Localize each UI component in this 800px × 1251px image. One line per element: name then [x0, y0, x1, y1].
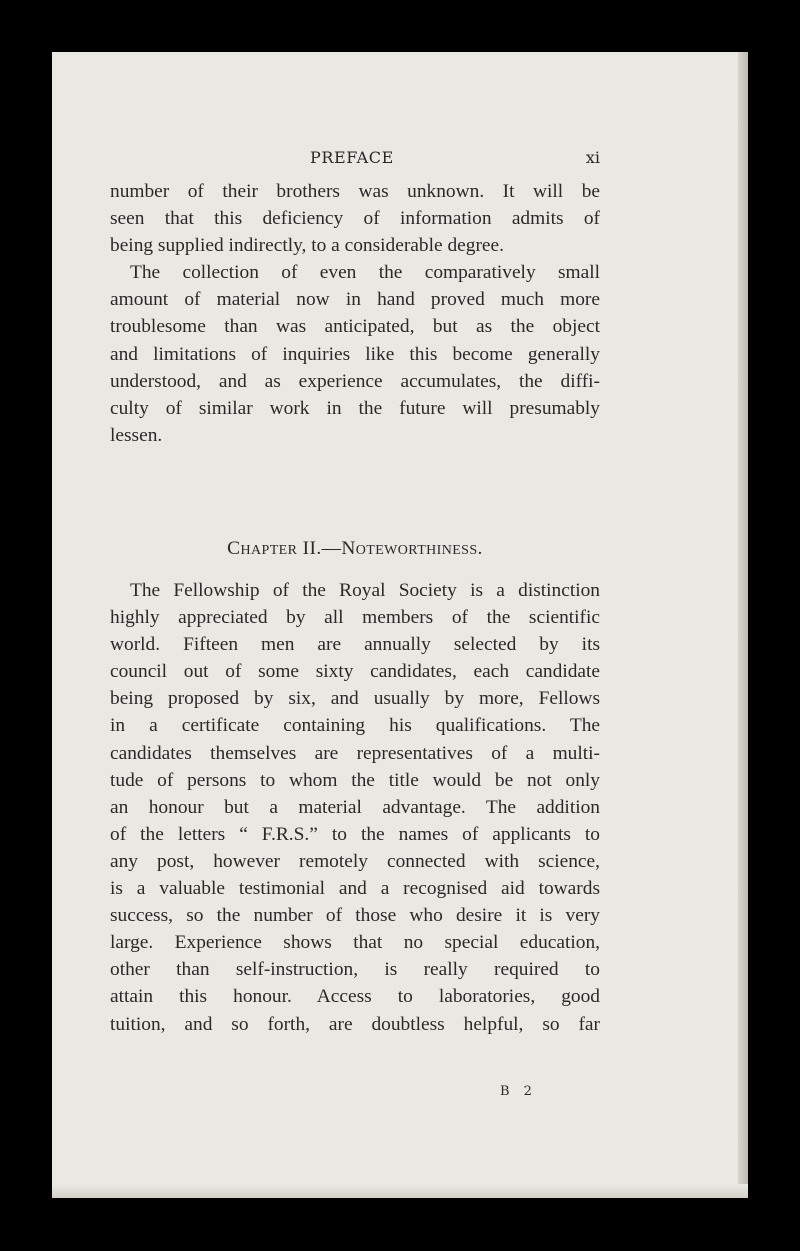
text-line: amount of material now in hand proved much more — [110, 289, 600, 311]
paragraph-collection — [110, 259, 600, 449]
paragraph-continuation — [110, 178, 600, 259]
body-text-top — [110, 178, 600, 449]
text-line: seen that this deficiency of information admits of — [110, 208, 600, 230]
text-line: lessen. — [110, 424, 163, 446]
text-line: being proposed by six, and usually by more, Fellows — [110, 688, 600, 710]
running-head-title: PREFACE — [310, 148, 394, 167]
paragraph-fellowship — [110, 577, 600, 1038]
page-edge — [738, 52, 748, 1198]
text-line: council out of some sixty candidates, each candidate — [110, 661, 600, 683]
chapter-heading — [110, 538, 600, 560]
text-line: number of their brothers was unknown. It will be — [110, 181, 600, 202]
page-number: xi — [585, 148, 600, 167]
text-line: of the letters “ F.R.S.” to the names of applicants to — [110, 823, 600, 845]
text-line: in a certificate containing his qualifications. The — [110, 715, 600, 737]
text-line: is a valuable testimonial and a recognised aid towards — [110, 878, 600, 900]
text-line: candidates themselves are representatives of a multi- — [110, 742, 600, 764]
text-line: tude of persons to whom the title would be not only — [110, 769, 600, 791]
text-line: large. Experience shows that no special education, — [110, 932, 600, 954]
text-line: being supplied indirectly, to a considerable degree. — [110, 235, 504, 257]
text-line: The collection of even the comparatively small — [130, 262, 600, 284]
text-line: attain this honour. Access to laboratories, good — [110, 986, 600, 1008]
text-line: understood, and as experience accumulates, the diffi- — [110, 370, 600, 392]
text-line: culty of similar work in the future will presumably — [110, 397, 600, 419]
text-line: troublesome than was anticipated, but as the object — [110, 316, 600, 338]
text-line: success, so the number of those who desire it is very — [110, 905, 600, 927]
text-line: and limitations of inquiries like this become generally — [110, 343, 600, 365]
chapter-heading-text: Chapter II.—Noteworthiness. — [227, 538, 483, 559]
text-line: tuition, and so forth, are doubtless helpful, so far — [110, 1013, 600, 1035]
book-page — [52, 52, 748, 1198]
page-bottom-edge — [52, 1184, 748, 1198]
text-line: The Fellowship of the Royal Society is a distinction — [130, 580, 600, 601]
text-line: highly appreciated by all members of the scientific — [110, 607, 600, 629]
text-line: other than self-instruction, is really required to — [110, 959, 600, 981]
signature-mark: B 2 — [500, 1084, 537, 1099]
text-line: an honour but a material advantage. The addition — [110, 796, 600, 818]
text-line: world. Fifteen men are annually selected by its — [110, 634, 600, 656]
text-line: any post, however remotely connected with science, — [110, 850, 600, 872]
body-text-bottom — [110, 577, 600, 1038]
